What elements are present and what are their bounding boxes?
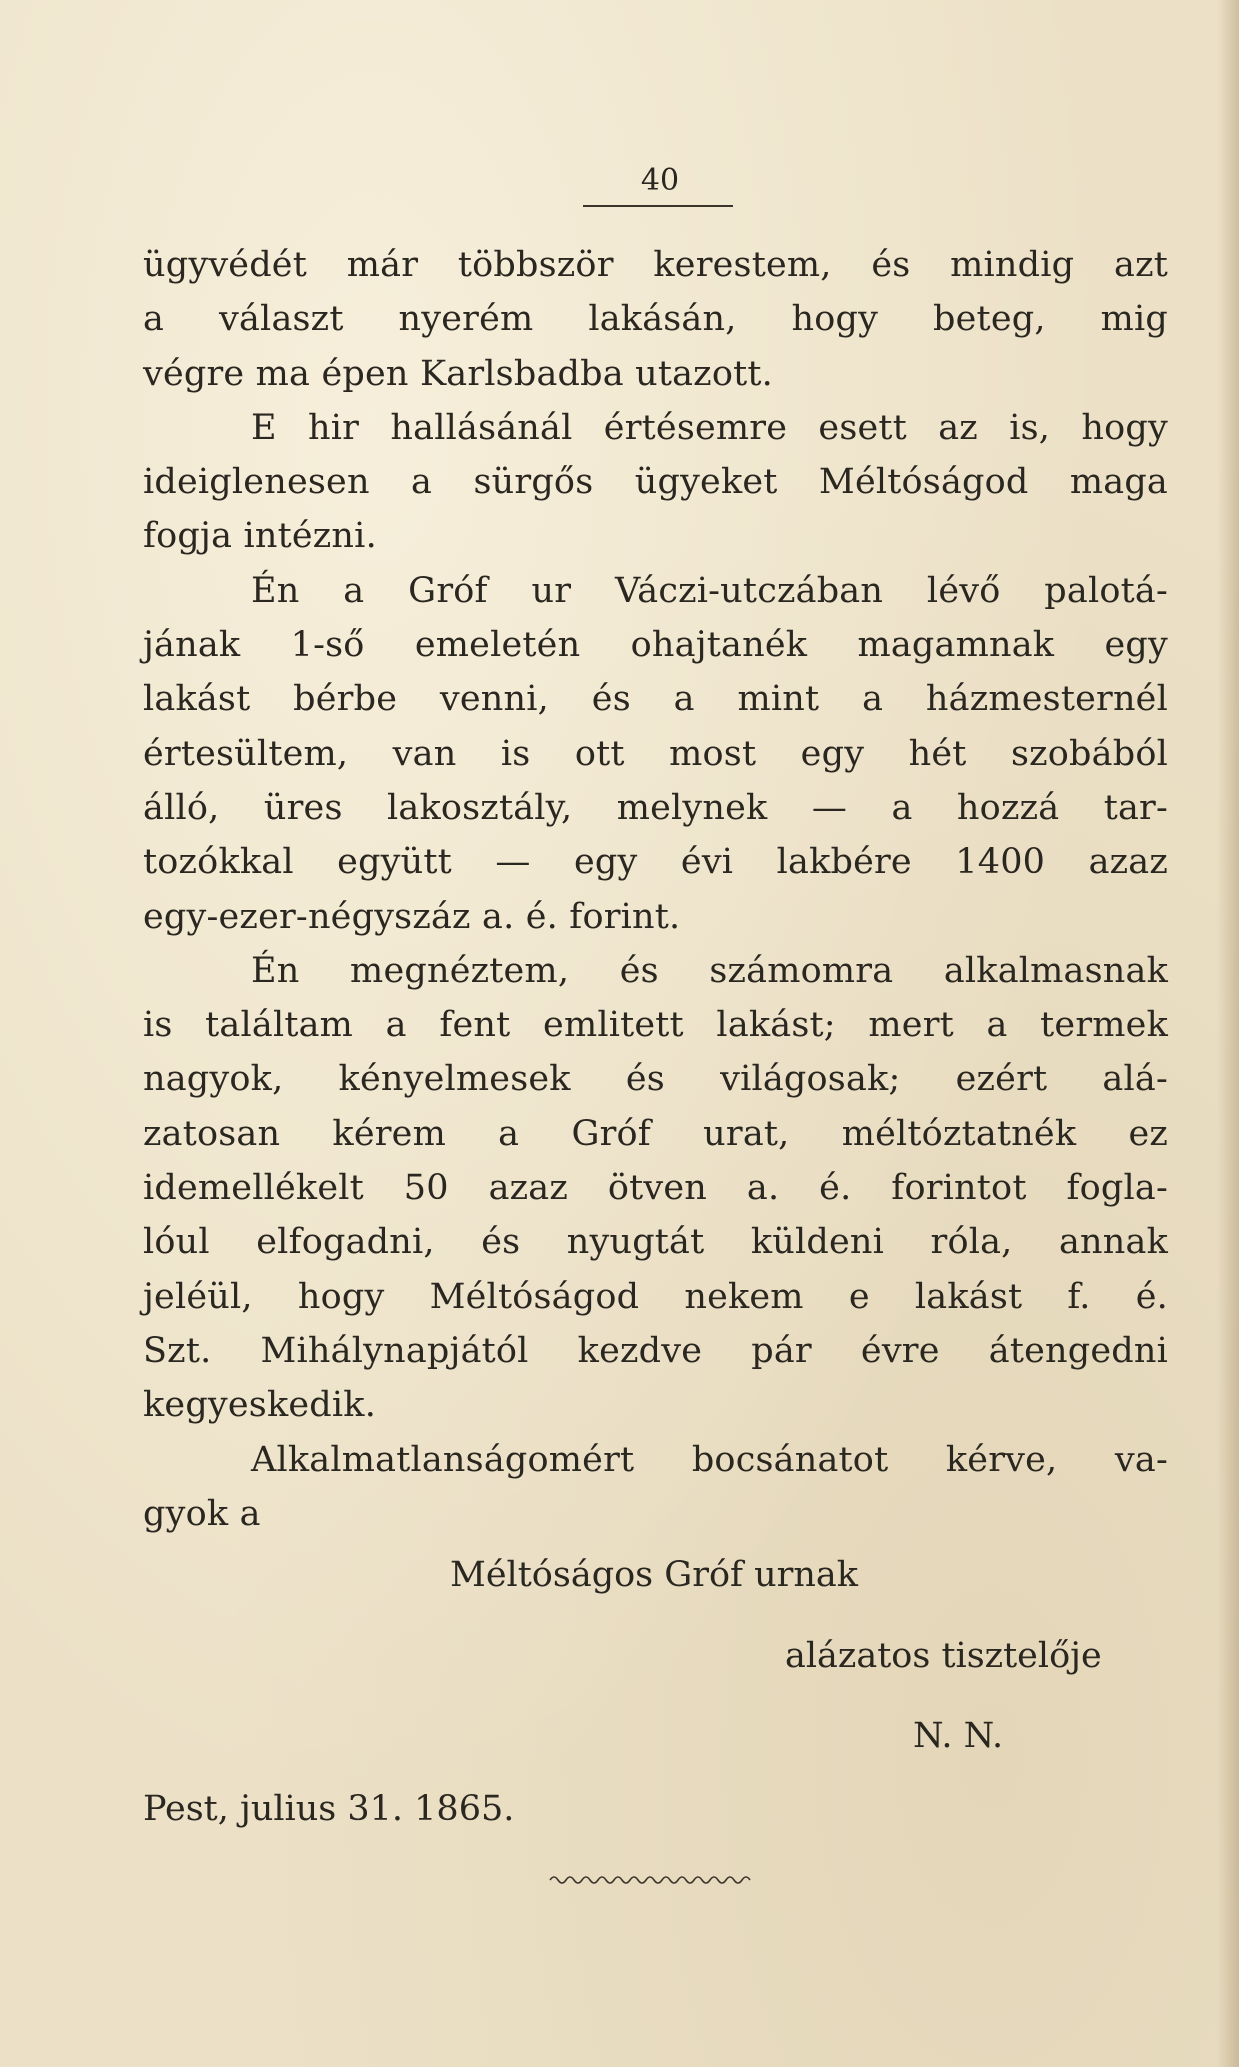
- body-line: lakást bérbe venni, és a mint a házmesternél: [143, 679, 1168, 720]
- body-line: idemellékelt 50 azaz ötven a. é. forintot fogla-: [143, 1168, 1168, 1209]
- body-line: egy-ezer-négyszáz a. é. forint.: [143, 896, 681, 937]
- body-line: Alkalmatlanságomért bocsánatot kérve, va-: [251, 1439, 1168, 1480]
- letter-body: [143, 238, 1168, 1541]
- body-line: jeléül, hogy Méltóságod nekem e lakást f. é.: [143, 1276, 1168, 1317]
- body-line: Én megnéztem, és számomra alkalmasnak: [251, 950, 1168, 991]
- closing-valediction: alázatos tisztelője: [785, 1636, 1102, 1676]
- body-line: a választ nyerém lakásán, hogy beteg, mig: [143, 299, 1168, 340]
- signature: N. N.: [913, 1716, 1004, 1756]
- date-and-place: Pest, julius 31. 1865.: [143, 1789, 515, 1829]
- body-line: álló, üres lakosztály, melynek — a hozzá tar-: [143, 787, 1168, 828]
- body-line: gyok a: [143, 1493, 261, 1534]
- page-number: 40: [640, 163, 680, 198]
- body-line: lóul elfogadni, és nyugtát küldeni róla, annak: [143, 1222, 1168, 1263]
- body-line: jának 1-ső emeletén ohajtanék magamnak egy: [143, 625, 1168, 666]
- body-line: tozókkal együtt — egy évi lakbére 1400 azaz: [143, 842, 1168, 883]
- body-line: végre ma épen Karlsbadba utazott.: [143, 353, 773, 394]
- body-line: ideiglenesen a sürgős ügyeket Méltóságod maga: [143, 462, 1168, 503]
- body-line: nagyok, kényelmesek és világosak; ezért alá-: [143, 1059, 1168, 1100]
- page-number-rule: [583, 205, 733, 207]
- body-line: fogja intézni.: [143, 516, 377, 557]
- body-line: ügyvédét már többször kerestem, és mindig azt: [143, 245, 1168, 285]
- body-line: zatosan kérem a Gróf urat, méltóztatnék ez: [143, 1113, 1168, 1154]
- body-line: Én a Gróf ur Váczi-utczában lévő palotá-: [251, 570, 1168, 611]
- body-line: E hir hallásánál értésemre esett az is, hogy: [251, 407, 1168, 448]
- body-line: kegyeskedik.: [143, 1385, 377, 1426]
- wavy-ornament-divider: [548, 1873, 758, 1887]
- page-edge-shadow: [1217, 0, 1239, 2067]
- body-line: Szt. Mihálynapjától kezdve pár évre átengedni: [143, 1330, 1168, 1371]
- closing-salutation: Méltóságos Gróf urnak: [450, 1555, 859, 1595]
- body-line: értesültem, van is ott most egy hét szobából: [143, 733, 1168, 774]
- body-line: is találtam a fent emlitett lakást; mert a termek: [143, 1005, 1168, 1046]
